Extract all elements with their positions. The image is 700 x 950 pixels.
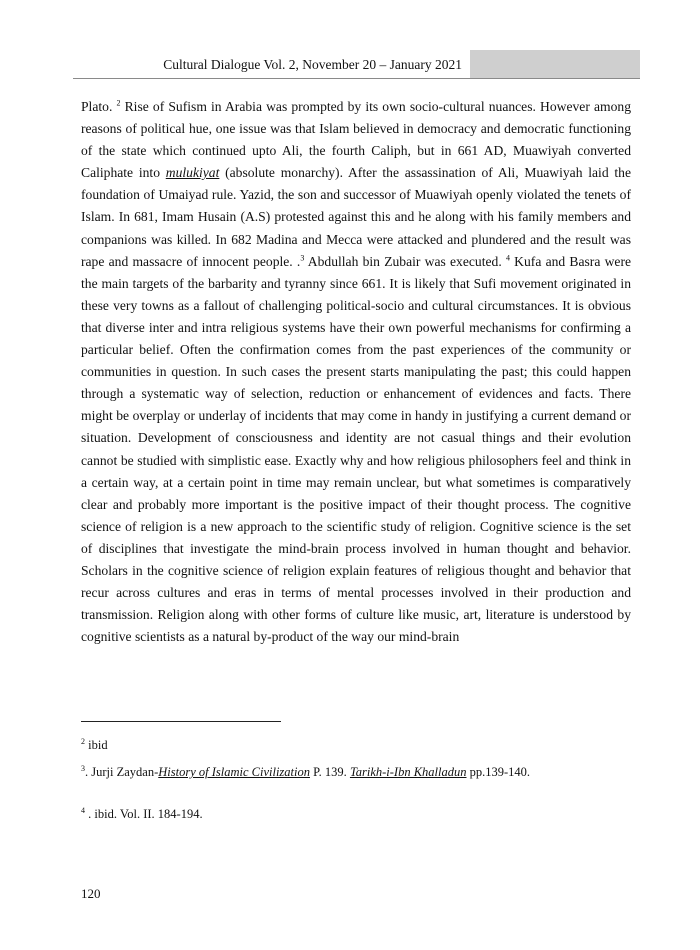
footnote-text: . ibid. Vol. II. 184-194. [85,807,203,821]
footnote-ref-2[interactable]: 2 [116,98,121,108]
footnote-text: P. 139. [309,765,350,779]
cited-work-title: Tarikh-i-Ibn Khalladun [349,765,467,779]
journal-header-title: Cultural Dialogue Vol. 2, November 20 – January 2021 [163,56,462,72]
footnote-text: ibid [85,738,108,752]
header-shaded-block [470,50,640,79]
page-number: 120 [81,886,101,901]
footnote-4 [81,806,203,822]
footnote-number: 3 [81,763,85,773]
footnote-ref-3[interactable]: 3 [300,253,305,263]
footnote-3 [81,764,530,780]
body-text-run: (absolute monarchy). After the assassination of Ali, Muawiyah laid the foundation of Umaiyad rule. Yazid, the son and successor of Muawiyah openly violated the tenets of Islam. In 681, Imam Husain (A.S) protested against this and he along with his family members and companions was killed. In 682 Madina and Mecca were attacked and plundered and the result was rape and massacre of innocent people. . [81,165,631,269]
body-text-run: Abdullah bin Zubair was executed. [304,253,506,269]
cited-work-title: History of Islamic Civilization [158,765,310,779]
body-text-run: Kufa and Basra were the main targets of the barbarity and tyranny since 661. It is likely that Sufi movement originated in these very towns as a fallout of challenging political-socio and cultural circumstances. It is obvious that diverse inter and intra religious systems have their own powerful mechanisms for confirming a particular belief. Often the confirmation comes from the past experiences of the community or communities in question. In such cases the present starts manipulating the past; this could happen through a systematic way of selection, reduction or enhancement of evidences and facts. There might be overplay or underlay of incidents that may come in handy in justifying a current demand or situation. Development of consciousness and identity are not casual things and their evolution cannot be studied with simplistic ease. Exactly why and how religious philosophers feel and think in a certain way, at a certain point in time may remain unclear, but what sometimes is comparatively clear and probably more important is the positive impact of their thought process. The cognitive science of religion is a new approach to the scientific study of religion. Cognitive science is the set of disciplines that investigate the mind-brain process involved in human thought and behavior. Scholars in the cognitive science of religion explain features of religious thought and behavior that recur across cultures and eras in terms of mental processes involved in their production and transmission. Religion along with other forms of culture like music, art, literature is understood by cognitive scientists as a natural by-product of the way our mind-brain [81,253,631,645]
body-text [81,96,631,648]
footnote-ref-4[interactable]: 4 [505,253,510,263]
footnote-2 [81,737,108,753]
body-paragraph [81,96,631,648]
body-text-run: Plato. [81,99,113,114]
footnote-number: 4 [81,805,85,815]
header-rule [73,78,640,79]
footnote-separator [81,721,281,722]
footnote-text: pp.139-140. [466,765,531,779]
term-mulukiyat: mulukiyat [165,165,220,181]
footnote-number: 2 [81,736,85,746]
running-header [73,50,640,79]
body-text-run: Rise of Sufism in Arabia was prompted by its own socio-cultural nuances. However among reasons of political hue, one issue was that Islam believed in democracy and democratic functioning of the state which continued upto Ali, the fourth Caliph, but in 661 AD, Muawiyah converted Caliphate into [81,99,631,181]
footnote-text: . Jurji Zaydan- [85,765,159,779]
